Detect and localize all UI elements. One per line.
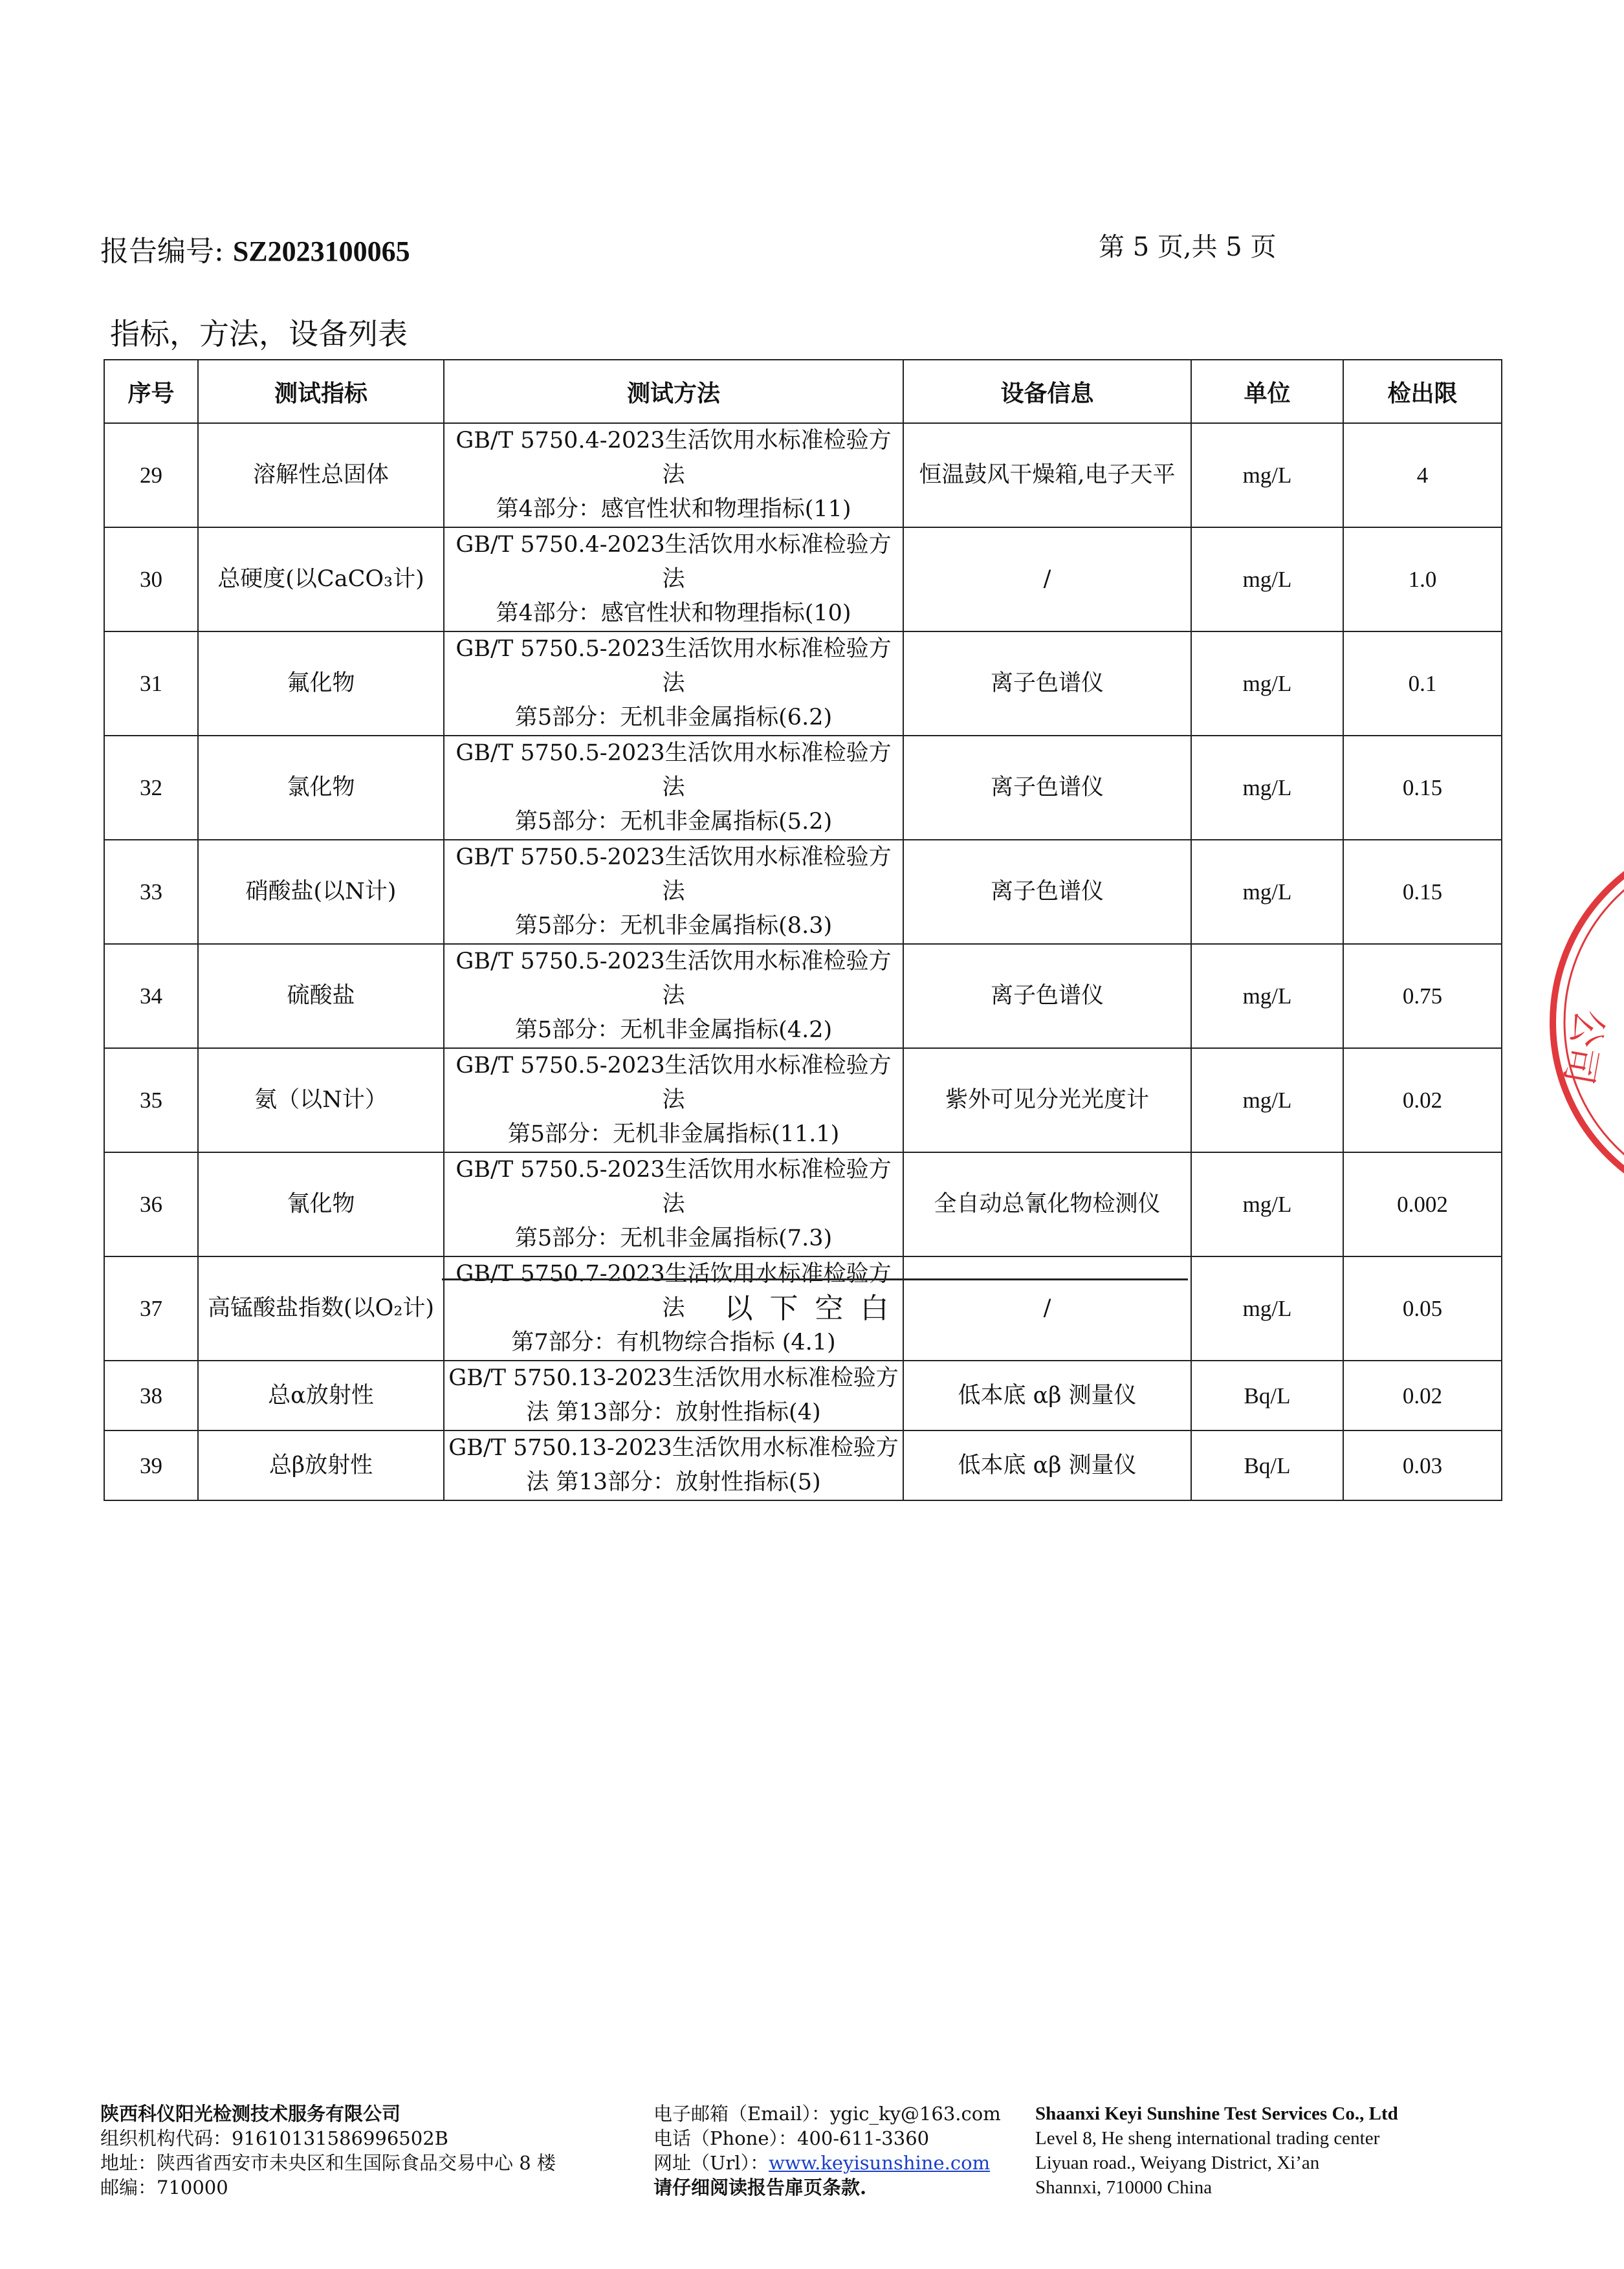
equipment: 离子色谱仪 <box>903 840 1191 944</box>
equipment: 离子色谱仪 <box>903 736 1191 840</box>
footer-company-info <box>100 2101 556 2200</box>
unit: Bq/L <box>1191 1430 1343 1500</box>
test-method-line2: 第5部分：无机非金属指标(4.2) <box>514 1017 833 1043</box>
test-item: 高锰酸盐指数(以O₂计) <box>198 1256 444 1361</box>
col-header-limit: 检出限 <box>1343 360 1502 423</box>
test-method <box>444 1048 903 1152</box>
row-number: 30 <box>104 527 198 631</box>
detection-limit: 0.02 <box>1343 1048 1502 1152</box>
col-header-unit: 单位 <box>1191 360 1343 423</box>
test-item: 氯化物 <box>198 736 444 840</box>
test-method-line1: GB/T 5750.5-2023生活饮用水标准检验方法 <box>455 740 892 800</box>
detection-limit: 0.002 <box>1343 1152 1502 1256</box>
test-method <box>444 1152 903 1256</box>
seal-graphic <box>1546 919 1624 1126</box>
row-number: 38 <box>104 1361 198 1430</box>
detection-limit: 0.75 <box>1343 944 1502 1048</box>
equipment: 紫外可见分光光度计 <box>903 1048 1191 1152</box>
detection-limit: 4 <box>1343 423 1502 527</box>
test-method-line1: GB/T 5750.13-2023生活饮用水标准检验方 <box>448 1435 899 1461</box>
table-row <box>104 423 1502 527</box>
col-header-no: 序号 <box>104 360 198 423</box>
test-method <box>444 1430 903 1500</box>
table-row <box>104 631 1502 736</box>
unit: mg/L <box>1191 944 1343 1048</box>
table-row <box>104 840 1502 944</box>
test-method <box>444 423 903 527</box>
row-number: 31 <box>104 631 198 736</box>
detection-limit: 0.05 <box>1343 1256 1502 1361</box>
test-item: 氰化物 <box>198 1152 444 1256</box>
test-method-line2: 法 第13部分：放射性指标(5) <box>526 1469 821 1495</box>
unit: mg/L <box>1191 1256 1343 1361</box>
row-number: 29 <box>104 423 198 527</box>
unit: mg/L <box>1191 423 1343 527</box>
test-item: 硝酸盐(以N计) <box>198 840 444 944</box>
test-item: 氨（以N计） <box>198 1048 444 1152</box>
footer-url-label: 网址（Url）： <box>653 2152 769 2174</box>
row-number: 36 <box>104 1152 198 1256</box>
detection-limit: 0.15 <box>1343 736 1502 840</box>
test-method <box>444 944 903 1048</box>
footer-email: 电子邮箱（Email）：ygic_ky@163.com <box>653 2103 1001 2125</box>
row-number: 37 <box>104 1256 198 1361</box>
unit: mg/L <box>1191 631 1343 736</box>
test-method-line2: 第5部分：无机非金属指标(8.3) <box>514 913 833 939</box>
test-method-line1: GB/T 5750.5-2023生活饮用水标准检验方法 <box>455 844 892 904</box>
test-item: 总α放射性 <box>198 1361 444 1430</box>
test-method-line1: GB/T 5750.5-2023生活饮用水标准检验方法 <box>455 948 892 1009</box>
detection-limit: 0.03 <box>1343 1430 1502 1500</box>
col-header-equipment: 设备信息 <box>903 360 1191 423</box>
detection-limit: 0.02 <box>1343 1361 1502 1430</box>
test-item: 总β放射性 <box>198 1430 444 1500</box>
unit: mg/L <box>1191 527 1343 631</box>
row-number: 33 <box>104 840 198 944</box>
equipment: 低本底 αβ 测量仪 <box>903 1430 1191 1500</box>
equipment: 恒温鼓风干燥箱,电子天平 <box>903 423 1191 527</box>
detection-limit: 0.1 <box>1343 631 1502 736</box>
equipment: 全自动总氰化物检测仪 <box>903 1152 1191 1256</box>
footer-address-en-2: Liyuan road., Weiyang District, Xi’an <box>1035 2153 1320 2173</box>
unit: Bq/L <box>1191 1361 1343 1430</box>
test-method-line1: GB/T 5750.13-2023生活饮用水标准检验方 <box>448 1365 899 1391</box>
report-number-line <box>100 228 410 269</box>
footer-address: 地址：陕西省西安市未央区和生国际食品交易中心 8 楼 <box>100 2152 556 2174</box>
test-method-line1: GB/T 5750.5-2023生活饮用水标准检验方法 <box>455 1053 892 1113</box>
test-method-line2: 第5部分：无机非金属指标(7.3) <box>514 1225 833 1251</box>
footer-url-line <box>653 2151 1001 2175</box>
footer-company-name-en: Shaanxi Keyi Sunshine Test Services Co., Ltd <box>1035 2103 1398 2124</box>
footer-phone: 电话（Phone）：400-611-3360 <box>653 2127 930 2149</box>
test-method-line2: 第7部分：有机物综合指标 (4.1) <box>511 1330 836 1355</box>
test-method <box>444 840 903 944</box>
indicator-method-table <box>104 359 1502 1501</box>
test-method-line1: GB/T 5750.5-2023生活饮用水标准检验方法 <box>455 636 892 696</box>
test-method <box>444 631 903 736</box>
col-header-item: 测试指标 <box>198 360 444 423</box>
seal-text: 公司 <box>1555 1006 1612 1088</box>
unit: mg/L <box>1191 1152 1343 1256</box>
test-method <box>444 527 903 631</box>
row-number: 32 <box>104 736 198 840</box>
report-number: SZ2023100065 <box>232 236 410 267</box>
unit: mg/L <box>1191 1048 1343 1152</box>
footer-address-en-3: Shannxi, 710000 China <box>1035 2177 1213 2198</box>
footer-postcode: 邮编：710000 <box>100 2176 228 2198</box>
row-number: 35 <box>104 1048 198 1152</box>
test-method-line2: 第5部分：无机非金属指标(5.2) <box>514 809 833 835</box>
test-method <box>444 736 903 840</box>
equipment: 低本底 αβ 测量仪 <box>903 1361 1191 1430</box>
table-row <box>104 1361 1502 1430</box>
footer-english-info <box>1035 2101 1398 2200</box>
table-header-row <box>104 360 1502 423</box>
test-method <box>444 1361 903 1430</box>
test-method-line2: 第4部分：感官性状和物理指标(11) <box>496 496 851 522</box>
test-item: 硫酸盐 <box>198 944 444 1048</box>
test-method-line1: GB/T 5750.4-2023生活饮用水标准检验方法 <box>455 532 892 592</box>
test-item: 总硬度(以CaCO₃计) <box>198 527 444 631</box>
company-seal <box>1546 919 1624 1126</box>
test-method-line1: GB/T 5750.5-2023生活饮用水标准检验方法 <box>455 1157 892 1217</box>
test-method-line2: 法 第13部分：放射性指标(4) <box>526 1399 821 1425</box>
test-method-line2: 第5部分：无机非金属指标(6.2) <box>514 705 833 730</box>
report-number-label: 报告编号: <box>100 235 233 268</box>
table-row <box>104 1048 1502 1152</box>
table-row <box>104 736 1502 840</box>
equipment: / <box>903 527 1191 631</box>
end-divider <box>442 1278 1188 1280</box>
footer-website-link[interactable]: www.keyisunshine.com <box>769 2152 991 2174</box>
col-header-method: 测试方法 <box>444 360 903 423</box>
table-row <box>104 944 1502 1048</box>
detection-limit: 1.0 <box>1343 527 1502 631</box>
unit: mg/L <box>1191 736 1343 840</box>
section-title: 指标，方法，设备列表 <box>110 316 408 351</box>
table-row <box>104 1430 1502 1500</box>
test-method-line2: 第4部分：感官性状和物理指标(10) <box>496 600 851 626</box>
row-number: 34 <box>104 944 198 1048</box>
table-row <box>104 1152 1502 1256</box>
test-item: 溶解性总固体 <box>198 423 444 527</box>
footer-contact-info <box>653 2101 1001 2200</box>
unit: mg/L <box>1191 840 1343 944</box>
footer-address-en-1: Level 8, He sheng international trading center <box>1035 2128 1380 2149</box>
test-method-line1: GB/T 5750.7-2023生活饮用水标准检验方法 <box>455 1261 892 1321</box>
footer-notice: 请仔细阅读报告扉页条款. <box>653 2176 867 2198</box>
test-method-line2: 第5部分：无机非金属指标(11.1) <box>507 1121 840 1147</box>
footer-company-name: 陕西科仪阳光检测技术服务有限公司 <box>100 2103 401 2125</box>
test-item: 氟化物 <box>198 631 444 736</box>
equipment: / <box>903 1256 1191 1361</box>
end-blank-notice: 以下空白 <box>724 1292 906 1325</box>
detection-limit: 0.15 <box>1343 840 1502 944</box>
footer-org-code: 组织机构代码：91610131586996502B <box>100 2127 448 2149</box>
page-indicator: 第 5 页,共 5 页 <box>1099 232 1277 262</box>
test-method-line1: GB/T 5750.4-2023生活饮用水标准检验方法 <box>455 428 892 488</box>
table-row <box>104 527 1502 631</box>
equipment: 离子色谱仪 <box>903 944 1191 1048</box>
row-number: 39 <box>104 1430 198 1500</box>
equipment: 离子色谱仪 <box>903 631 1191 736</box>
